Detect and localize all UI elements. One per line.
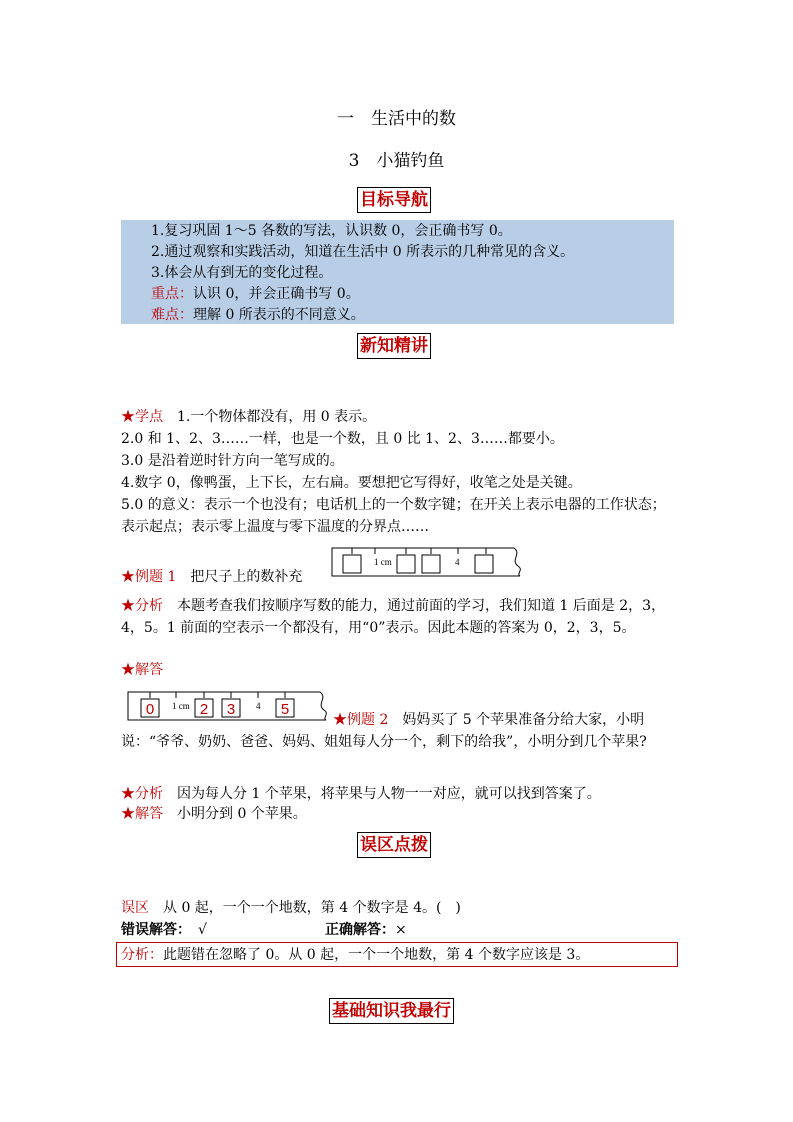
knowledge-item-5: 5.0 的意义：表示一个也没有；电话机上的一个数字键；在开关上表示电器的工作状态；表示起点；表示零上温度与零下温度的分界点…… [121,497,666,535]
mistake-question: 误区 从 0 起，一个一个地数，第 4 个数字是 4。( ) [121,900,461,916]
ruler-unit-label: 1 cm [374,557,392,567]
ruler-blank-box [475,555,493,573]
example-2-analysis: ★分析 因为每人分 1 个苹果，将苹果与人物一一对应，就可以找到答案了。 [121,786,601,802]
example-1-answer-label: ★解答 [121,662,163,678]
knowledge-label: ★学点 [121,409,163,425]
key-point-label: 重点： [151,286,193,302]
knowledge-item: 4.数字 0，像鸭蛋，上下长，左右扁。要想把它写得好，收笔之处是关键。 [121,475,582,491]
knowledge-item: 3.0 是沿着逆时针方向一笔写成的。 [121,453,344,469]
mistake-analysis-box: 分析：此题错在忽略了 0。从 0 起，一个一个地数，第 4 个数字应该是 3。 [116,942,678,967]
example-2-text: 妈妈买了 5 个苹果准备分给大家，小明说：“爷爷、奶奶、爸爸、妈妈、姐姐每人分一个，剩下的给我”，小明分到几个苹果? [121,712,647,750]
example-2-label: ★例题 2 [333,712,389,728]
answer-value: 2 [199,701,209,718]
goal-item: 2.通过观察和实践活动，知道在生活中 0 所表示的几种常见的含义。 [151,244,575,260]
ruler-blank-box [397,555,415,573]
answer-value: 5 [280,701,290,718]
mistake-label: 误区 [121,900,149,916]
goals-box [121,220,674,324]
key-point [151,284,360,304]
unit-title: 一 生活中的数 [337,109,456,129]
example-1-text: 把尺子上的数补充 [190,569,303,585]
example-1-analysis: ★分析 本题考查我们按顺序写数的能力，通过前面的学习，我们知道 1 后面是 2，3，4，5。1 前面的空表示一个都没有，用“0”表示。因此本题的答案为 0，2，3，5。 [121,598,666,636]
ruler-unit-label: 1 cm [172,701,190,711]
answer-value: 3 [226,701,236,718]
goal-item: 3.体会从有到无的变化过程。 [151,265,333,281]
analysis-label: ★分析 [121,598,163,614]
section-title-basics: 基础知识我最行 [329,998,454,1024]
wrong-answer: 错误解答： √ [121,922,207,938]
difficult-point-label: 难点： [151,307,193,323]
right-answer: 正确解答：× [325,922,407,938]
example-2 [121,709,677,753]
lesson-title: 3 小猫钓鱼 [348,151,445,171]
example-1-label: ★例题 1 [121,569,177,585]
section-title-goals: 目标导航 [357,187,431,213]
knowledge-item-1: ★学点 1.一个物体都没有，用 0 表示。 [121,409,377,425]
answer-value: 0 [145,701,155,718]
ruler-number: 4 [455,557,460,567]
answer-label: ★解答 [121,806,163,822]
analysis-label: 分析： [121,947,163,963]
section-title-new-knowledge: 新知精讲 [357,333,431,359]
section-title-mistakes: 误区点拨 [357,832,431,858]
ruler-blank-box [343,555,361,573]
example-1 [121,567,302,588]
difficult-point [151,305,365,325]
ruler-blank-box [422,555,440,573]
goal-item: 1.复习巩固 1～5 各数的写法，认识数 0，会正确书写 0。 [151,223,512,239]
example-2-answer: ★解答 小明分到 0 个苹果。 [121,806,307,822]
knowledge-item: 2.0 和 1、2、3……一样，也是一个数，且 0 比 1、2、3……都要小。 [121,431,564,447]
difficult-point-text: 理解 0 所表示的不同意义。 [193,307,365,323]
ruler-question [330,545,526,579]
key-point-text: 认识 0，并会正确书写 0。 [193,286,360,302]
analysis-label: ★分析 [121,786,163,802]
ruler-number: 4 [256,701,261,711]
